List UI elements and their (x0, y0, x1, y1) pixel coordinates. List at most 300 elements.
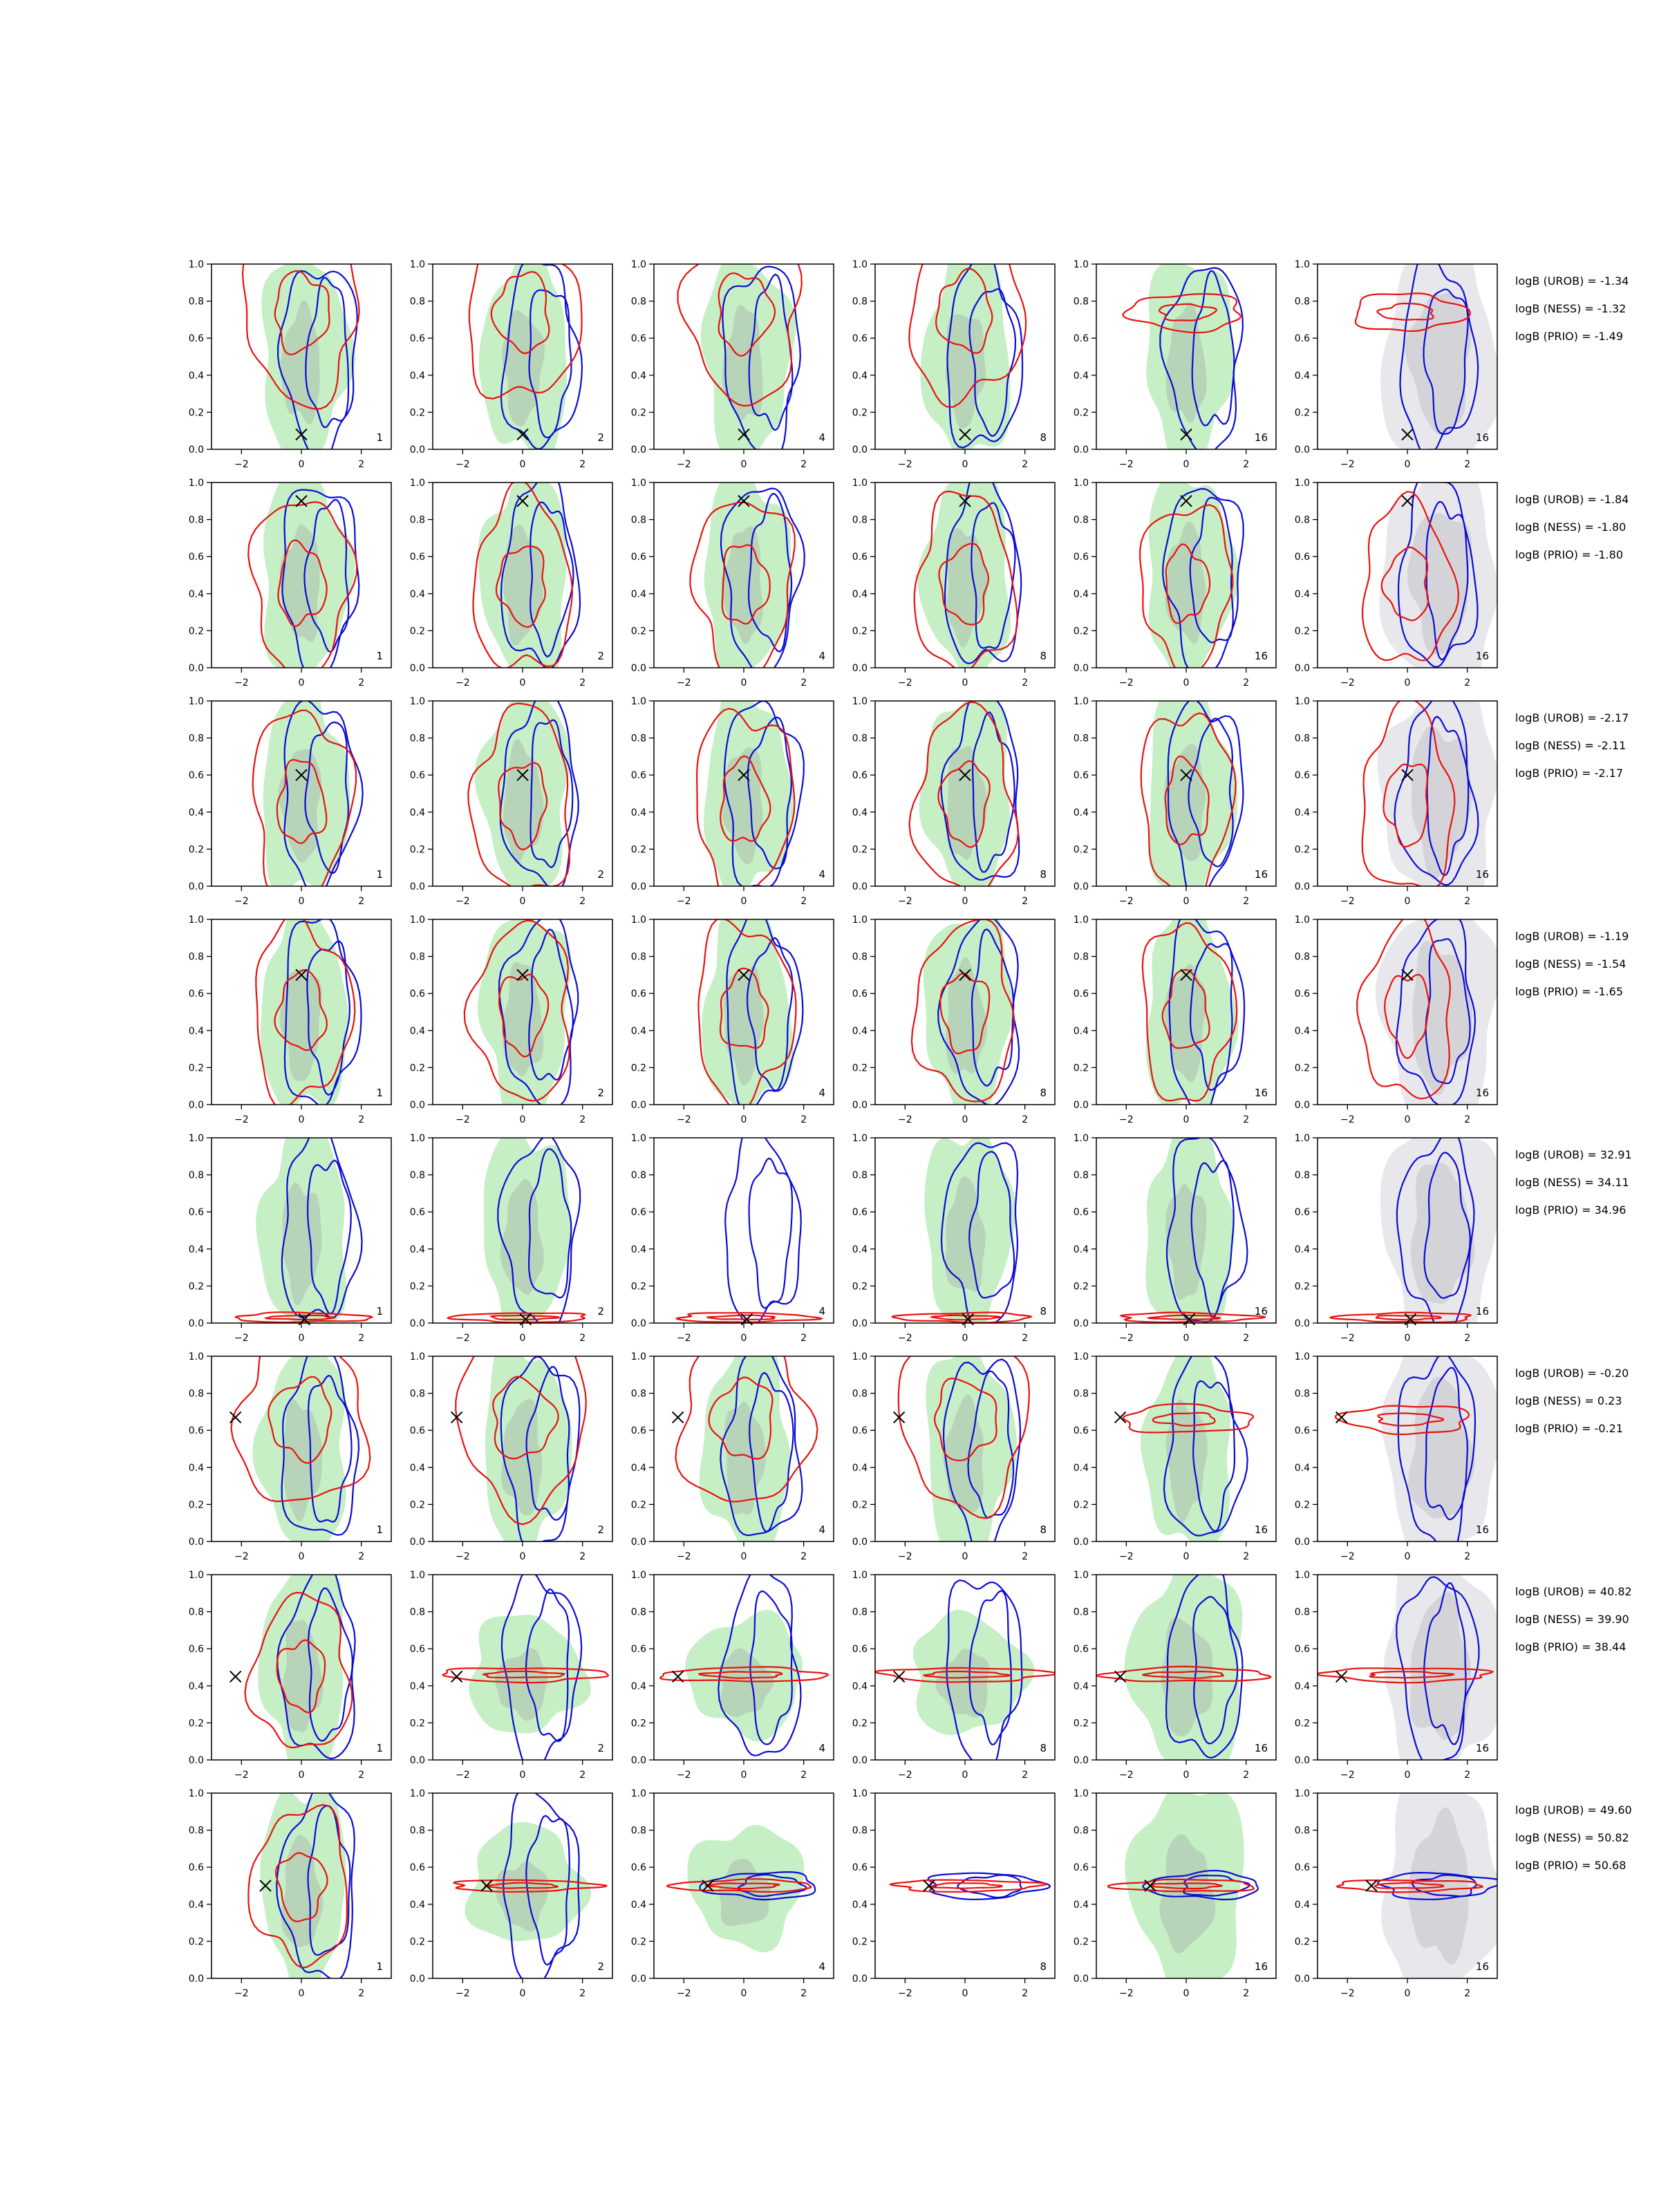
y-tick-label: 0.4 (409, 370, 425, 382)
panel-r8-c4 (852, 1788, 1055, 1999)
y-tick-label: 0.6 (409, 552, 425, 563)
column-count-label: 8 (1040, 1742, 1047, 1754)
x-tick-label: 2 (1464, 1551, 1471, 1562)
x-tick-label: −2 (234, 1770, 249, 1781)
panel-r5-c4 (852, 1132, 1055, 1348)
y-tick-label: 0.0 (188, 881, 204, 892)
y-tick-label: 0.2 (1073, 407, 1089, 419)
y-tick-label: 0.6 (409, 1425, 425, 1437)
panel-r7-c3 (631, 1568, 834, 1781)
y-tick-label: 0.4 (1294, 807, 1310, 818)
x-tick-label: −2 (898, 459, 912, 470)
y-tick-label: 0.0 (1294, 663, 1310, 674)
y-tick-label: 0.4 (409, 1462, 425, 1474)
y-tick-label: 0.0 (630, 881, 646, 892)
x-tick-label: 0 (298, 459, 305, 470)
y-tick-label: 0.4 (630, 1462, 646, 1474)
panel-r2-c1 (189, 471, 391, 688)
y-tick-label: 0.8 (1073, 733, 1089, 744)
y-tick-label: 0.6 (852, 552, 868, 563)
y-tick-label: 0.0 (852, 663, 868, 674)
y-tick-label: 0.6 (188, 1425, 204, 1437)
x-tick-label: 2 (579, 896, 586, 907)
x-tick-label: 2 (358, 1114, 365, 1125)
y-tick-label: 0.0 (630, 444, 646, 456)
y-tick-label: 0.8 (852, 1825, 868, 1837)
y-tick-label: 1.0 (188, 478, 204, 489)
logb-annotation: logB (UROB) = 49.60 (1515, 1803, 1632, 1817)
panel-r4-c2 (410, 915, 612, 1125)
y-tick-label: 0.2 (188, 1936, 204, 1948)
blue-contour-inner (958, 1875, 1022, 1898)
x-tick-label: 2 (579, 1333, 586, 1344)
column-count-label: 16 (1475, 1742, 1489, 1754)
y-tick-label: 0.8 (630, 1170, 646, 1181)
column-count-label: 8 (1040, 1087, 1047, 1099)
y-tick-label: 0.8 (630, 951, 646, 963)
y-tick-label: 1.0 (188, 1570, 204, 1581)
x-tick-label: 0 (1404, 459, 1411, 470)
y-tick-label: 0.4 (630, 1244, 646, 1255)
x-tick-label: −2 (234, 1551, 249, 1562)
y-tick-label: 1.0 (630, 259, 646, 270)
y-tick-label: 0.6 (852, 770, 868, 782)
y-tick-label: 1.0 (1073, 696, 1089, 707)
y-tick-label: 0.6 (409, 770, 425, 782)
y-tick-label: 1.0 (1294, 1570, 1310, 1581)
y-tick-label: 0.4 (852, 1462, 868, 1474)
x-tick-label: 0 (519, 459, 526, 470)
x-tick-label: 2 (358, 459, 365, 470)
logb-annotation: logB (UROB) = 40.82 (1515, 1585, 1632, 1598)
y-tick-label: 1.0 (630, 696, 646, 707)
y-tick-label: 1.0 (409, 1133, 425, 1144)
column-count-label: 4 (818, 1742, 825, 1754)
panel-r2-c2 (410, 466, 612, 688)
panel-r2-c3 (631, 467, 834, 688)
x-tick-label: −2 (898, 1551, 912, 1562)
panel-r7-c1 (189, 1562, 391, 1781)
y-tick-label: 1.0 (1073, 478, 1089, 489)
y-tick-label: 1.0 (852, 259, 868, 270)
y-tick-label: 0.8 (1073, 514, 1089, 526)
y-tick-label: 0.6 (630, 988, 646, 1000)
y-tick-label: 0.8 (1073, 1606, 1089, 1618)
column-count-label: 16 (1254, 650, 1268, 662)
x-tick-label: −2 (1119, 1114, 1134, 1125)
panel-r6-c3 (631, 1324, 834, 1562)
y-tick-label: 0.0 (630, 1537, 646, 1548)
y-tick-label: 0.0 (1294, 1100, 1310, 1111)
y-tick-label: 0.4 (409, 1025, 425, 1037)
x-tick-label: −2 (1340, 896, 1355, 907)
x-tick-label: −2 (677, 1551, 691, 1562)
y-tick-label: 0.8 (852, 1388, 868, 1400)
x-tick-label: 2 (358, 1551, 365, 1562)
y-tick-label: 0.8 (188, 1170, 204, 1181)
x-tick-label: −2 (1119, 1988, 1134, 1999)
y-tick-label: 0.4 (1294, 1244, 1310, 1255)
x-tick-label: −2 (456, 1114, 470, 1125)
panel-r1-c4 (852, 212, 1055, 471)
y-tick-label: 0.2 (852, 1718, 868, 1730)
x-tick-label: 0 (1404, 896, 1411, 907)
y-tick-label: 0.4 (852, 1244, 868, 1255)
y-tick-label: 0.6 (1294, 333, 1310, 345)
y-tick-label: 0.6 (1294, 1425, 1310, 1437)
y-tick-label: 1.0 (1294, 478, 1310, 489)
panel-r5-c1 (189, 1121, 391, 1344)
y-tick-label: 0.2 (1294, 1936, 1310, 1948)
y-tick-label: 0.2 (852, 1936, 868, 1948)
y-tick-label: 0.8 (409, 951, 425, 963)
y-tick-label: 1.0 (1294, 1133, 1310, 1144)
y-tick-label: 0.0 (1294, 1318, 1310, 1329)
x-tick-label: −2 (234, 1988, 249, 1999)
y-tick-label: 0.0 (852, 444, 868, 456)
x-tick-label: 0 (298, 1988, 305, 1999)
y-tick-label: 0.2 (852, 626, 868, 637)
y-tick-label: 0.8 (630, 1606, 646, 1618)
y-tick-label: 0.4 (1294, 1899, 1310, 1911)
y-tick-label: 0.8 (630, 1388, 646, 1400)
y-tick-label: 0.2 (188, 407, 204, 419)
y-tick-label: 0.4 (1294, 588, 1310, 600)
y-tick-label: 0.6 (630, 1207, 646, 1219)
y-tick-label: 0.6 (630, 552, 646, 563)
y-tick-label: 1.0 (852, 1133, 868, 1144)
y-tick-label: 0.4 (1294, 1025, 1310, 1037)
logb-annotation: logB (PRIO) = 38.44 (1515, 1640, 1627, 1653)
y-tick-label: 0.0 (409, 1318, 425, 1329)
x-tick-label: 2 (358, 677, 365, 688)
y-tick-label: 0.6 (188, 770, 204, 782)
logb-annotation: logB (UROB) = -0.20 (1515, 1367, 1629, 1380)
y-tick-label: 0.2 (852, 407, 868, 419)
x-tick-label: 0 (519, 896, 526, 907)
panel-frame (654, 1138, 834, 1323)
x-tick-label: 2 (800, 1988, 807, 1999)
y-tick-label: 0.8 (188, 1825, 204, 1837)
y-tick-label: 0.0 (1073, 1100, 1089, 1111)
y-tick-label: 0.6 (1294, 988, 1310, 1000)
x-tick-label: 0 (962, 1551, 968, 1562)
column-count-label: 8 (1040, 650, 1047, 662)
y-tick-label: 1.0 (1073, 1133, 1089, 1144)
y-tick-label: 0.4 (409, 588, 425, 600)
y-tick-label: 0.8 (630, 733, 646, 744)
y-tick-label: 0.2 (630, 1718, 646, 1730)
x-tick-label: 2 (579, 677, 586, 688)
y-tick-label: 1.0 (409, 1788, 425, 1799)
x-tick-label: −2 (1340, 1114, 1355, 1125)
y-tick-label: 1.0 (1294, 915, 1310, 926)
y-tick-label: 0.2 (1294, 407, 1310, 419)
y-tick-label: 0.4 (852, 807, 868, 818)
y-tick-label: 0.8 (1073, 951, 1089, 963)
x-tick-label: −2 (234, 459, 249, 470)
y-tick-label: 0.8 (852, 1170, 868, 1181)
logb-annotation: logB (NESS) = -1.54 (1515, 957, 1627, 971)
y-tick-label: 0.0 (1294, 444, 1310, 456)
column-count-label: 16 (1475, 1087, 1489, 1099)
x-tick-label: 2 (1464, 1333, 1471, 1344)
panel-r3-c5 (1074, 690, 1276, 910)
y-tick-label: 0.4 (1073, 1244, 1089, 1255)
y-tick-label: 0.2 (409, 1281, 425, 1293)
column-count-label: 16 (1254, 1087, 1268, 1099)
y-tick-label: 0.8 (1073, 296, 1089, 308)
y-tick-label: 1.0 (630, 1351, 646, 1362)
x-tick-label: 0 (1183, 1114, 1190, 1125)
y-tick-label: 0.8 (409, 514, 425, 526)
y-tick-label: 0.6 (1294, 1862, 1310, 1874)
y-tick-label: 0.8 (1294, 296, 1310, 308)
y-tick-label: 0.8 (1294, 1606, 1310, 1618)
x-tick-label: −2 (234, 1114, 249, 1125)
panel-r1-c2 (410, 212, 612, 471)
x-tick-label: 0 (1404, 677, 1411, 688)
y-tick-label: 0.2 (630, 1936, 646, 1948)
y-tick-label: 0.6 (1073, 1207, 1089, 1219)
x-tick-label: 2 (800, 459, 807, 470)
column-count-label: 8 (1040, 1524, 1047, 1536)
x-tick-label: −2 (234, 896, 249, 907)
panel-r3-c6 (1295, 673, 1497, 913)
column-count-label: 2 (597, 1087, 604, 1099)
column-count-label: 16 (1475, 650, 1489, 662)
y-tick-label: 0.2 (409, 1062, 425, 1074)
logb-annotation: logB (NESS) = -1.32 (1515, 302, 1627, 315)
panel-r4-c6 (1295, 894, 1501, 1137)
y-tick-label: 1.0 (1294, 696, 1310, 707)
y-tick-label: 0.0 (1294, 1755, 1310, 1766)
y-tick-label: 1.0 (852, 1570, 868, 1581)
y-tick-label: 1.0 (852, 915, 868, 926)
y-tick-label: 1.0 (409, 1351, 425, 1362)
y-tick-label: 0.4 (1073, 1680, 1089, 1692)
y-tick-label: 0.6 (1073, 770, 1089, 782)
y-tick-label: 0.4 (188, 807, 204, 818)
y-tick-label: 0.2 (630, 626, 646, 637)
panel-r7-c5 (1074, 1557, 1276, 1781)
y-tick-label: 0.8 (1294, 1170, 1310, 1181)
x-tick-label: 0 (1404, 1114, 1411, 1125)
logb-annotation: logB (PRIO) = -1.80 (1515, 548, 1623, 561)
x-tick-label: −2 (898, 1333, 912, 1344)
column-count-label: 2 (597, 650, 604, 662)
x-tick-label: 2 (1022, 896, 1029, 907)
panel-r8-c1 (189, 1785, 391, 2007)
logb-annotation: logB (NESS) = -2.11 (1515, 739, 1627, 752)
y-tick-label: 1.0 (630, 1570, 646, 1581)
y-tick-label: 1.0 (852, 1351, 868, 1362)
x-tick-label: −2 (234, 1333, 249, 1344)
y-tick-label: 0.6 (1294, 1207, 1310, 1219)
x-tick-label: −2 (1340, 1333, 1355, 1344)
column-count-label: 8 (1040, 1305, 1047, 1318)
y-tick-label: 0.2 (630, 1499, 646, 1511)
x-tick-label: 0 (519, 1551, 526, 1562)
panel-r8-c6 (1295, 1761, 1506, 2005)
y-tick-label: 0.6 (1073, 988, 1089, 1000)
y-tick-label: 1.0 (1294, 1351, 1310, 1362)
column-count-label: 2 (597, 868, 604, 881)
x-tick-label: −2 (677, 677, 691, 688)
x-tick-label: 2 (579, 459, 586, 470)
logb-annotation: logB (UROB) = -1.19 (1515, 930, 1629, 943)
y-tick-label: 0.4 (1294, 1462, 1310, 1474)
x-tick-label: 2 (800, 1114, 807, 1125)
y-tick-label: 0.8 (852, 296, 868, 308)
x-tick-label: −2 (1340, 1551, 1355, 1562)
y-tick-label: 0.4 (1294, 1680, 1310, 1692)
x-tick-label: 2 (800, 1770, 807, 1781)
panel-r7-c6 (1295, 1546, 1499, 1790)
y-tick-label: 1.0 (409, 478, 425, 489)
x-tick-label: 0 (298, 1114, 305, 1125)
column-count-label: 4 (818, 1087, 825, 1099)
logb-annotation: logB (NESS) = 39.90 (1515, 1613, 1629, 1626)
x-tick-label: 2 (1022, 1333, 1029, 1344)
column-count-label: 16 (1475, 1305, 1489, 1318)
x-tick-label: 0 (1183, 1770, 1190, 1781)
x-tick-label: 0 (1404, 1770, 1411, 1781)
y-tick-label: 0.6 (1073, 552, 1089, 563)
logb-annotation: logB (PRIO) = 50.68 (1515, 1859, 1627, 1872)
y-tick-label: 0.8 (409, 1606, 425, 1618)
y-tick-label: 0.2 (188, 844, 204, 856)
x-tick-label: 2 (1022, 1988, 1029, 1999)
panel-r4-c1 (189, 891, 391, 1125)
column-count-label: 1 (376, 1087, 383, 1099)
logb-annotation: logB (UROB) = -2.17 (1515, 711, 1629, 724)
x-tick-label: 2 (800, 896, 807, 907)
y-tick-label: 0.2 (630, 1281, 646, 1293)
y-tick-label: 0.6 (630, 1425, 646, 1437)
x-tick-label: 2 (1022, 677, 1029, 688)
y-tick-label: 0.2 (188, 1718, 204, 1730)
x-tick-label: 0 (1183, 1333, 1190, 1344)
x-tick-label: −2 (1119, 677, 1134, 688)
panel-r6-c4 (852, 1329, 1055, 1562)
y-tick-label: 0.0 (1073, 444, 1089, 456)
panel-r5-c6 (1295, 1116, 1500, 1353)
true-value-marker (451, 1671, 462, 1682)
x-tick-label: −2 (898, 896, 912, 907)
y-tick-label: 0.6 (852, 1207, 868, 1219)
logb-annotation: logB (PRIO) = 34.96 (1515, 1203, 1627, 1217)
x-tick-label: −2 (677, 896, 691, 907)
x-tick-label: 0 (962, 677, 968, 688)
y-tick-label: 0.4 (1073, 1899, 1089, 1911)
y-tick-label: 0.2 (1294, 1281, 1310, 1293)
x-tick-label: 2 (1243, 1551, 1250, 1562)
x-tick-label: 2 (1243, 1114, 1250, 1125)
y-tick-label: 0.4 (1073, 370, 1089, 382)
y-tick-label: 0.8 (852, 951, 868, 963)
y-tick-label: 0.0 (852, 1318, 868, 1329)
y-tick-label: 0.4 (409, 1680, 425, 1692)
x-tick-label: −2 (456, 1988, 470, 1999)
y-tick-label: 0.2 (409, 407, 425, 419)
y-tick-label: 0.6 (409, 333, 425, 345)
y-tick-label: 0.0 (188, 1755, 204, 1766)
column-count-label: 1 (376, 1524, 383, 1536)
x-tick-label: −2 (677, 1333, 691, 1344)
x-tick-label: 2 (1464, 1114, 1471, 1125)
column-count-label: 16 (1254, 431, 1268, 444)
y-tick-label: 0.8 (188, 514, 204, 526)
y-tick-label: 0.4 (188, 1244, 204, 1255)
y-tick-label: 0.2 (1294, 626, 1310, 637)
y-tick-label: 0.6 (630, 1644, 646, 1656)
x-tick-label: 0 (1404, 1551, 1411, 1562)
x-tick-label: 0 (962, 1770, 968, 1781)
x-tick-label: 2 (1022, 1551, 1029, 1562)
y-tick-label: 1.0 (1294, 259, 1310, 270)
x-tick-label: 2 (579, 1551, 586, 1562)
y-tick-label: 0.2 (1073, 844, 1089, 856)
y-tick-label: 0.0 (852, 1100, 868, 1111)
y-tick-label: 0.0 (1073, 1537, 1089, 1548)
y-tick-label: 0.6 (188, 988, 204, 1000)
x-tick-label: 0 (1183, 896, 1190, 907)
x-tick-label: 2 (579, 1988, 586, 1999)
column-count-label: 16 (1475, 1524, 1489, 1536)
y-tick-label: 0.8 (188, 733, 204, 744)
y-tick-label: 0.6 (409, 1862, 425, 1874)
x-tick-label: 0 (740, 1333, 747, 1344)
panel-r3-c3 (631, 677, 834, 911)
y-tick-label: 0.0 (630, 1755, 646, 1766)
y-tick-label: 0.4 (852, 370, 868, 382)
y-tick-label: 1.0 (188, 915, 204, 926)
y-tick-label: 1.0 (409, 696, 425, 707)
y-tick-label: 0.0 (409, 663, 425, 674)
x-tick-label: 0 (298, 1551, 305, 1562)
y-tick-label: 1.0 (630, 915, 646, 926)
column-count-label: 1 (376, 1960, 383, 1973)
y-tick-label: 0.8 (630, 296, 646, 308)
y-tick-label: 0.2 (188, 1281, 204, 1293)
x-tick-label: 0 (962, 896, 968, 907)
y-tick-label: 0.4 (630, 1899, 646, 1911)
x-tick-label: −2 (456, 896, 470, 907)
panel-r5-c2 (410, 1127, 612, 1350)
y-tick-label: 1.0 (852, 478, 868, 489)
x-tick-label: 2 (1464, 1988, 1471, 1999)
y-tick-label: 0.2 (1073, 626, 1089, 637)
column-count-label: 2 (597, 1305, 604, 1318)
column-count-label: 1 (376, 650, 383, 662)
x-tick-label: 0 (1183, 677, 1190, 688)
y-tick-label: 0.6 (852, 333, 868, 345)
y-tick-label: 0.6 (1073, 1862, 1089, 1874)
y-tick-label: 0.2 (852, 844, 868, 856)
x-tick-label: 2 (1243, 1988, 1250, 1999)
x-tick-label: 2 (1464, 677, 1471, 688)
panel-r6-c6 (1295, 1328, 1503, 1581)
y-tick-label: 0.0 (409, 444, 425, 456)
column-count-label: 16 (1254, 1960, 1268, 1973)
column-count-label: 1 (376, 431, 383, 444)
y-tick-label: 0.0 (852, 1537, 868, 1548)
y-tick-label: 0.2 (1294, 1718, 1310, 1730)
y-tick-label: 0.4 (630, 1680, 646, 1692)
x-tick-label: −2 (677, 1988, 691, 1999)
panel-r1-c5 (1074, 259, 1276, 471)
